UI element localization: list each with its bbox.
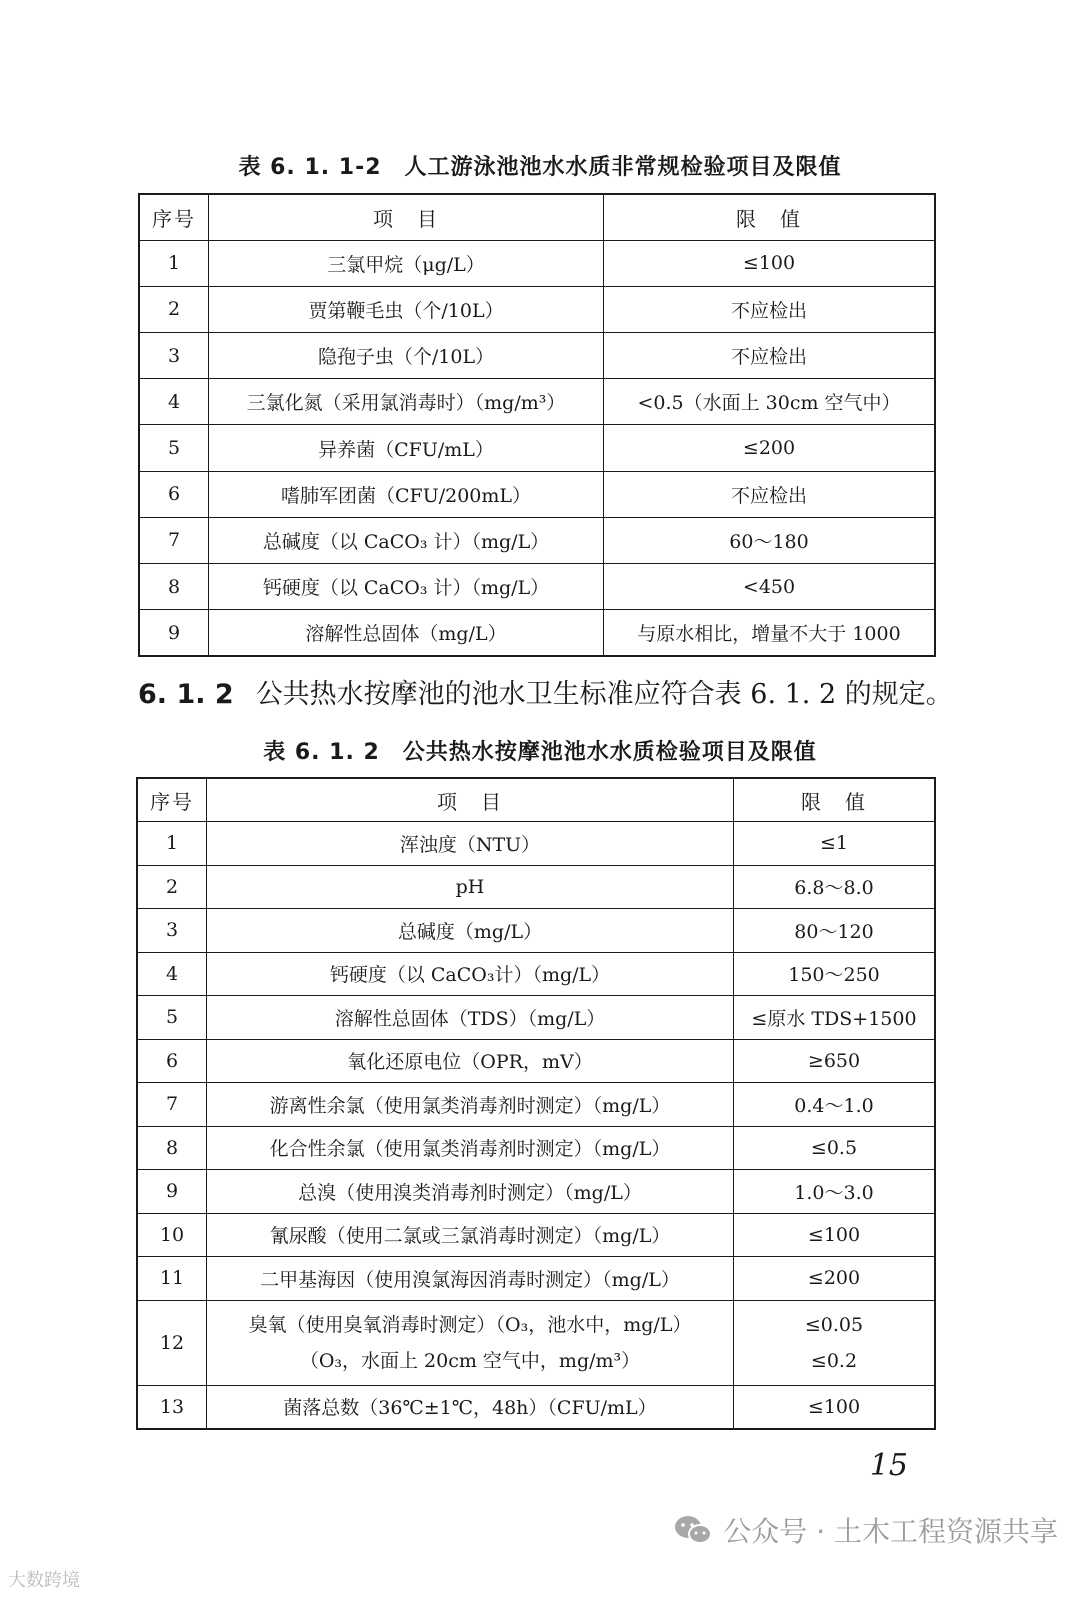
table-header-row bbox=[139, 194, 935, 240]
cell-item: 总溴（使用溴类消毒剂时测定）（mg/L） bbox=[207, 1170, 734, 1214]
table-row bbox=[137, 996, 935, 1040]
cell-item: 氰尿酸（使用二氯或三氯消毒时测定）（mg/L） bbox=[207, 1213, 734, 1257]
page-number: 15 bbox=[869, 1448, 908, 1483]
cell-value: ≤100 bbox=[734, 1385, 936, 1429]
clause-text: 公共热水按摩池的池水卫生标准应符合表 6. 1. 2 的规定。 bbox=[255, 679, 953, 710]
table-row bbox=[139, 610, 935, 656]
cell-item-line: 臭氧（使用臭氧消毒时测定）（O₃，池水中，mg/L） bbox=[248, 1313, 692, 1336]
table-row bbox=[137, 1300, 935, 1385]
cell-no: 13 bbox=[137, 1385, 207, 1429]
cell-no: 1 bbox=[139, 240, 209, 286]
cell-value: <450 bbox=[604, 564, 936, 610]
cell-item: 嗜肺军团菌（CFU/200mL） bbox=[209, 471, 604, 517]
header-item: 项 目 bbox=[207, 778, 734, 822]
cell-item: 钙硬度（以 CaCO₃计）（mg/L） bbox=[207, 952, 734, 996]
watermark-right bbox=[673, 1510, 1058, 1550]
cell-no: 8 bbox=[139, 564, 209, 610]
cell-no: 11 bbox=[137, 1257, 207, 1301]
table1-caption: 表 6. 1. 1-2 人工游泳池池水水质非常规检验项目及限值 bbox=[238, 155, 842, 180]
cell-item: 总碱度（以 CaCO₃ 计）（mg/L） bbox=[209, 517, 604, 563]
table-row bbox=[139, 333, 935, 379]
cell-no: 10 bbox=[137, 1213, 207, 1257]
table2 bbox=[136, 777, 936, 1430]
table2-caption: 表 6. 1. 2 公共热水按摩池池水水质检验项目及限值 bbox=[263, 740, 817, 765]
watermark-left: 大数跨境 bbox=[8, 1570, 80, 1591]
table-row bbox=[139, 564, 935, 610]
cell-no: 2 bbox=[139, 286, 209, 332]
cell-no: 9 bbox=[139, 610, 209, 656]
cell-value: ≤1 bbox=[734, 822, 936, 866]
cell-value: 150～250 bbox=[734, 952, 936, 996]
wechat-icon bbox=[673, 1514, 713, 1546]
cell-no: 5 bbox=[139, 425, 209, 471]
cell-value: ≤100 bbox=[734, 1213, 936, 1257]
table-row bbox=[137, 1083, 935, 1127]
table2-tail bbox=[137, 1300, 935, 1429]
cell-item: 溶解性总固体（TDS）（mg/L） bbox=[207, 996, 734, 1040]
cell-item: 隐孢子虫（个/10L） bbox=[209, 333, 604, 379]
cell-no: 3 bbox=[137, 909, 207, 953]
cell-value: ≤200 bbox=[734, 1257, 936, 1301]
cell-value: ≤0.5 bbox=[734, 1126, 936, 1170]
table-row bbox=[137, 909, 935, 953]
cell-value: 不应检出 bbox=[604, 286, 936, 332]
cell-item-line: （O₃，水面上 20cm 空气中，mg/m³） bbox=[299, 1349, 641, 1372]
table-row bbox=[137, 1126, 935, 1170]
table-row bbox=[137, 1257, 935, 1301]
table-row bbox=[137, 1039, 935, 1083]
cell-no: 8 bbox=[137, 1126, 207, 1170]
table-row bbox=[139, 286, 935, 332]
cell-item: 异养菌（CFU/mL） bbox=[209, 425, 604, 471]
cell-value: 0.4～1.0 bbox=[734, 1083, 936, 1127]
cell-no: 5 bbox=[137, 996, 207, 1040]
table1 bbox=[138, 193, 936, 657]
cell-item: 溶解性总固体（mg/L） bbox=[209, 610, 604, 656]
cell-item: 三氯甲烷（μg/L） bbox=[209, 240, 604, 286]
cell-item bbox=[207, 1300, 734, 1385]
cell-no: 6 bbox=[139, 471, 209, 517]
cell-item: 贾第鞭毛虫（个/10L） bbox=[209, 286, 604, 332]
table-row bbox=[139, 425, 935, 471]
cell-value: ≤200 bbox=[604, 425, 936, 471]
cell-item: pH bbox=[207, 865, 734, 909]
cell-item: 二甲基海因（使用溴氯海因消毒时测定）（mg/L） bbox=[207, 1257, 734, 1301]
cell-item: 总碱度（mg/L） bbox=[207, 909, 734, 953]
header-value: 限 值 bbox=[604, 194, 936, 240]
cell-value: ≥650 bbox=[734, 1039, 936, 1083]
table2-body bbox=[137, 822, 935, 1301]
watermark-text: 公众号 · 土木工程资源共享 bbox=[723, 1515, 1058, 1548]
table-row bbox=[139, 379, 935, 425]
cell-no: 7 bbox=[139, 517, 209, 563]
cell-value: 1.0～3.0 bbox=[734, 1170, 936, 1214]
table-header-row bbox=[137, 778, 935, 822]
table-row bbox=[137, 822, 935, 866]
cell-item: 游离性余氯（使用氯类消毒剂时测定）（mg/L） bbox=[207, 1083, 734, 1127]
cell-value: 60～180 bbox=[604, 517, 936, 563]
cell-value: ≤100 bbox=[604, 240, 936, 286]
header-value: 限 值 bbox=[734, 778, 936, 822]
header-no: 序号 bbox=[137, 778, 207, 822]
table1-body bbox=[139, 240, 935, 656]
cell-item: 菌落总数（36℃±1℃，48h）（CFU/mL） bbox=[207, 1385, 734, 1429]
cell-value: 6.8～8.0 bbox=[734, 865, 936, 909]
header-no: 序号 bbox=[139, 194, 209, 240]
table-row bbox=[137, 1385, 935, 1429]
header-item: 项 目 bbox=[209, 194, 604, 240]
cell-no: 7 bbox=[137, 1083, 207, 1127]
table-row bbox=[137, 865, 935, 909]
table-row bbox=[139, 240, 935, 286]
table-row bbox=[139, 471, 935, 517]
cell-no: 9 bbox=[137, 1170, 207, 1214]
cell-item: 氧化还原电位（OPR，mV） bbox=[207, 1039, 734, 1083]
table-row bbox=[139, 517, 935, 563]
cell-no: 2 bbox=[137, 865, 207, 909]
cell-value: ≤原水 TDS+1500 bbox=[734, 996, 936, 1040]
table-row bbox=[137, 1213, 935, 1257]
cell-item: 浑浊度（NTU） bbox=[207, 822, 734, 866]
cell-no: 1 bbox=[137, 822, 207, 866]
cell-no: 12 bbox=[137, 1300, 207, 1385]
cell-value: <0.5（水面上 30cm 空气中） bbox=[604, 379, 936, 425]
cell-value bbox=[734, 1300, 936, 1385]
cell-no: 6 bbox=[137, 1039, 207, 1083]
cell-item: 钙硬度（以 CaCO₃ 计）（mg/L） bbox=[209, 564, 604, 610]
clause-6-1-2 bbox=[138, 672, 953, 711]
cell-item: 三氯化氮（采用氯消毒时）（mg/m³） bbox=[209, 379, 604, 425]
table-row bbox=[137, 1170, 935, 1214]
cell-item: 化合性余氯（使用氯类消毒剂时测定）（mg/L） bbox=[207, 1126, 734, 1170]
table-row bbox=[137, 952, 935, 996]
cell-value-line: ≤0.2 bbox=[810, 1349, 858, 1372]
cell-value: 80～120 bbox=[734, 909, 936, 953]
cell-value-line: ≤0.05 bbox=[804, 1313, 864, 1336]
cell-value: 与原水相比，增量不大于 1000 bbox=[604, 610, 936, 656]
cell-no: 3 bbox=[139, 333, 209, 379]
cell-value: 不应检出 bbox=[604, 471, 936, 517]
cell-value: 不应检出 bbox=[604, 333, 936, 379]
clause-number: 6. 1. 2 bbox=[138, 679, 234, 710]
cell-no: 4 bbox=[139, 379, 209, 425]
cell-no: 4 bbox=[137, 952, 207, 996]
